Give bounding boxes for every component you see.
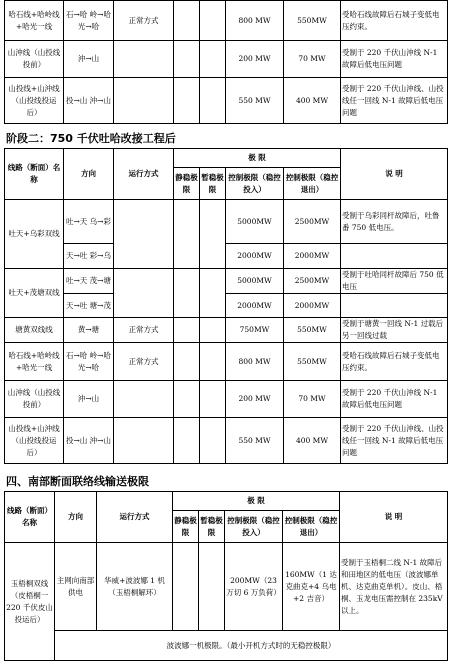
transient-limit	[200, 318, 226, 343]
static-limit	[174, 269, 200, 318]
note: 受制于乌彩同杆故障后，吐鲁番 750 低电压。	[341, 200, 448, 244]
limit-out: 400 MW	[284, 418, 341, 464]
limit-out: 2000MW	[284, 244, 341, 269]
limit-in: 800 MW	[226, 1, 284, 41]
header-mode: 运行方式	[97, 492, 173, 543]
header-transient: 暂稳极限	[199, 511, 225, 543]
operation-mode: 正常方式	[114, 1, 174, 41]
header-transient: 暂稳极限	[200, 168, 226, 200]
direction: 石→哈 岭→哈 光→哈	[64, 1, 114, 41]
table-row	[5, 631, 448, 661]
stage2-limits-table	[4, 148, 448, 464]
transient-limit	[199, 543, 225, 631]
static-limit	[173, 543, 199, 631]
note: 受制于玉梧桐二线 N-1 故障后和田地区的低电压（波波娜单机、达克曲克单机）。皮山、梧桐、玉龙电压需控制在 235kV 以上。	[340, 543, 448, 631]
operation-mode	[114, 200, 174, 269]
static-limit	[174, 78, 200, 124]
transient-limit	[200, 343, 226, 381]
line-name: 山沖线（山投线投前）	[5, 41, 64, 78]
limit-out: 70 MW	[284, 381, 341, 418]
operation-mode	[114, 381, 174, 418]
limit-in: 200 MW	[226, 381, 284, 418]
line-name: 哈石线+哈岭线+哈光一线	[5, 343, 64, 381]
static-limit	[174, 1, 200, 41]
static-limit	[174, 418, 200, 464]
limit-in: 5000MW	[226, 200, 284, 244]
direction: 石→哈 岭→哈 光→哈	[64, 343, 114, 381]
limit-in: 5000MW	[226, 269, 284, 294]
limit-in: 550 MW	[226, 78, 284, 124]
operation-mode	[114, 269, 174, 318]
note	[341, 294, 448, 318]
header-note: 说 明	[340, 492, 448, 543]
transient-limit	[200, 41, 226, 78]
direction: 沖→山	[64, 381, 114, 418]
table-row	[5, 41, 448, 78]
note: 受制于 220 千伏山沖线、山投线任一回线 N-1 故障后低电压问题	[341, 418, 448, 464]
note	[341, 244, 448, 269]
header-direction: 方向	[55, 492, 97, 543]
transient-limit	[200, 200, 226, 269]
limit-in: 750MW	[226, 318, 284, 343]
header-limit: 极 限	[173, 492, 340, 511]
table-row	[5, 543, 448, 631]
note: 受制于 220 千伏山沖线 N-1 故障后低电压问题	[341, 41, 448, 78]
limit-out: 2000MW	[284, 294, 341, 318]
note: 受制于塘黄一回线 N-1 过载后另一回线过载	[341, 318, 448, 343]
header-row	[5, 149, 448, 168]
header-row	[5, 492, 448, 511]
table-row	[5, 200, 448, 244]
table-row	[5, 269, 448, 294]
direction: 天→吐 彩→乌	[64, 244, 114, 269]
header-direction: 方向	[64, 149, 114, 200]
stage1-limits-table	[4, 0, 448, 124]
table-row	[5, 244, 448, 269]
note: 受制于 220 千伏山沖线 N-1 故障后低电压问题	[341, 381, 448, 418]
header-ctrl-in: 控制极限（稳控投入）	[226, 168, 284, 200]
note: 受制于吐哈同杆故障后 750 低电压	[341, 269, 448, 294]
table-row	[5, 381, 448, 418]
footer-note: 波波娜一机极限。（最小开机方式时的无稳控极限）	[55, 631, 448, 661]
direction: 投→山 沖→山	[64, 78, 114, 124]
static-limit	[174, 200, 200, 269]
static-limit	[174, 41, 200, 78]
table-row	[5, 294, 448, 318]
limit-in: 200 MW	[226, 41, 284, 78]
limit-out: 400 MW	[284, 78, 341, 124]
limit-out: 550MW	[284, 343, 341, 381]
table-row	[5, 78, 448, 124]
transient-limit	[200, 418, 226, 464]
header-static: 静稳极限	[173, 511, 199, 543]
limit-in: 550 MW	[226, 418, 284, 464]
header-limit: 极 限	[174, 149, 341, 168]
table-row	[5, 1, 448, 41]
header-ctrl-out: 控制极限（稳控退出）	[283, 511, 340, 543]
note: 受哈石线故障后石城子变低电压约束。	[341, 343, 448, 381]
direction: 投→山 沖→山	[64, 418, 114, 464]
line-name: 山投线+山沖线（山投线投运后）	[5, 418, 64, 464]
section-title-stage2: 阶段二：750 千伏吐哈改接工程后	[6, 132, 176, 145]
line-name: 山沖线（山投线投前）	[5, 381, 64, 418]
direction: 黄→塘	[64, 318, 114, 343]
operation-mode	[114, 41, 174, 78]
table-row	[5, 418, 448, 464]
limit-out: 2500MW	[284, 200, 341, 244]
header-line: 线路（断面）名称	[5, 492, 55, 543]
limit-in: 800 MW	[226, 343, 284, 381]
table-row	[5, 343, 448, 381]
operation-mode	[114, 78, 174, 124]
limit-in: 2000MW	[226, 244, 284, 269]
transient-limit	[200, 1, 226, 41]
direction: 吐→天 茂→塘	[64, 269, 114, 294]
line-name: 吐天+茂塘双线	[5, 269, 64, 318]
operation-mode: 正常方式	[114, 318, 174, 343]
operation-mode	[114, 418, 174, 464]
operation-mode: 正常方式	[114, 343, 174, 381]
line-name: 哈石线+哈岭线+哈光一线	[5, 1, 64, 41]
limit-out: 70 MW	[284, 41, 341, 78]
header-ctrl-in: 控制极限（稳控投入）	[225, 511, 283, 543]
transient-limit	[200, 269, 226, 318]
section-title-south: 四、南部断面联络线输送极限	[6, 475, 149, 488]
line-name: 塘黄双线线	[5, 318, 64, 343]
limit-in: 2000MW	[226, 294, 284, 318]
direction: 主网向南部供电	[55, 543, 97, 631]
direction: 天→吐 塘→茂	[64, 294, 114, 318]
limit-out: 2500MW	[284, 269, 341, 294]
static-limit	[174, 343, 200, 381]
limit-in: 200MW（23 万切 6 万负荷）	[225, 543, 283, 631]
limit-out: 550MW	[284, 318, 341, 343]
line-name: 山投线+山沖线（山投线投运后）	[5, 78, 64, 124]
transient-limit	[200, 381, 226, 418]
header-mode: 运行方式	[114, 149, 174, 200]
limit-out: 160MW（1 达克曲克+4 乌电+2 吉音）	[283, 543, 340, 631]
table-row	[5, 318, 448, 343]
header-static: 静稳极限	[174, 168, 200, 200]
limit-out: 550MW	[284, 1, 341, 41]
static-limit	[174, 318, 200, 343]
note: 受制于 220 千伏山沖线、山投线任一回线 N-1 故障后低电压问题	[341, 78, 448, 124]
south-limits-table	[4, 491, 448, 661]
line-name: 玉梧桐双线（皮梧桐一 220 千伏皮山投运后）	[5, 543, 55, 661]
static-limit	[174, 381, 200, 418]
header-note: 说 明	[341, 149, 448, 200]
header-ctrl-out: 控制极限（稳控退出）	[284, 168, 341, 200]
direction: 吐→天 乌→彩	[64, 200, 114, 244]
direction: 沖→山	[64, 41, 114, 78]
operation-mode: 华威+波波娜 1 机（玉梧桐解环）	[97, 543, 173, 631]
note: 受哈石线故障后石城子变低电压约束。	[341, 1, 448, 41]
transient-limit	[200, 78, 226, 124]
header-line: 线路（断面）名称	[5, 149, 64, 200]
line-name: 吐天+乌彩双线	[5, 200, 64, 269]
